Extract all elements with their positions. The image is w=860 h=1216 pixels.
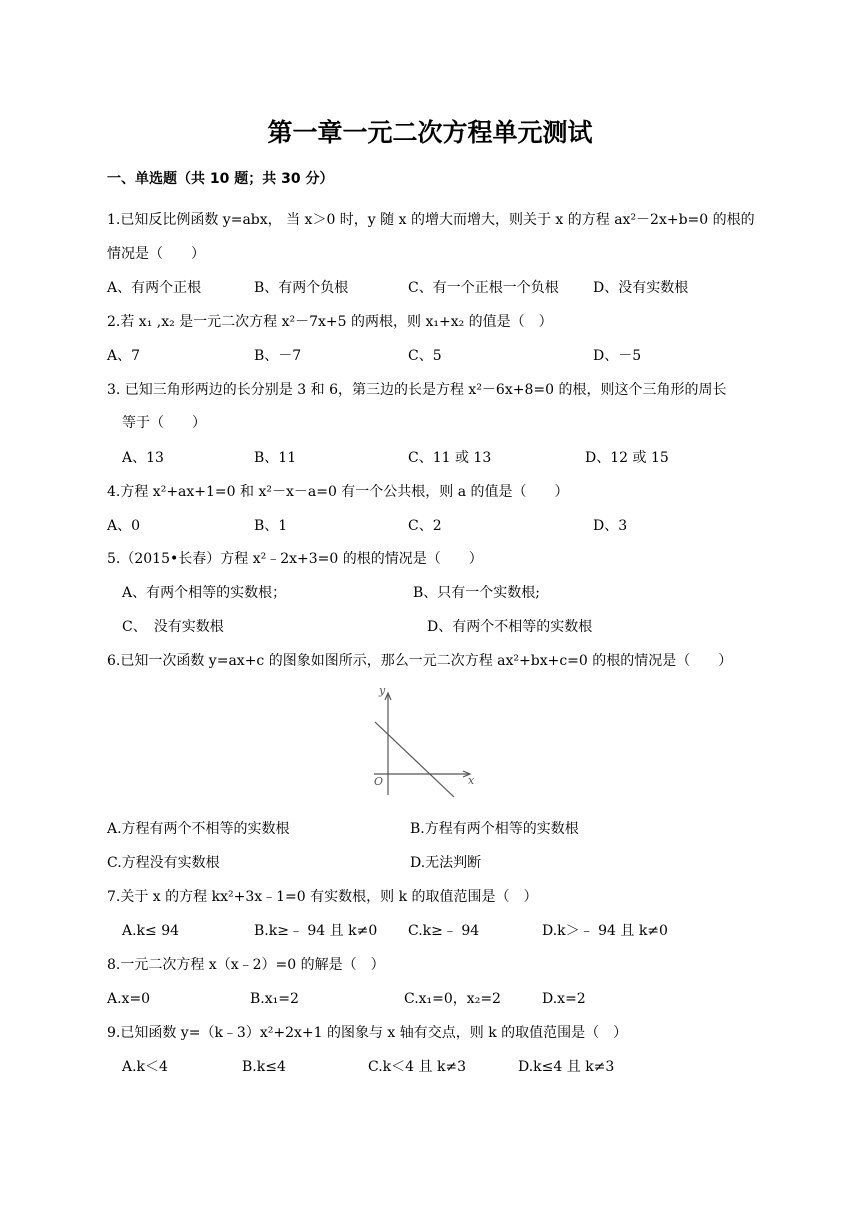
function-line <box>375 722 454 797</box>
question-2-stem: 2.若 x₁ ,x₂ 是一元二次方程 x²－7x+5 的两根，则 x₁+x₂ 的值是（ ） <box>107 314 553 330</box>
question-5-option-d: D、有两个不相等的实数根 <box>427 619 593 635</box>
question-4-option-a: A、0 <box>107 518 141 534</box>
question-4-stem: 4.方程 x²+ax+1=0 和 x²－x－a=0 有一个公共根，则 a 的值是（ ） <box>107 484 569 500</box>
page-title: 第一章一元二次方程单元测试 <box>267 118 593 147</box>
question-4-option-b: B、1 <box>254 518 288 534</box>
y-axis-label: y <box>379 685 386 697</box>
section-heading: 一、单选题（共 10 题；共 30 分） <box>107 171 334 187</box>
question-2-option-c: C、5 <box>408 348 442 364</box>
question-1-option-d: D、没有实数根 <box>593 280 689 296</box>
question-6-stem: 6.已知一次函数 y=ax+c 的图象如图所示，那么一元二次方程 ax²+bx+c=0 的根的情况是（ ） <box>107 653 733 669</box>
linear-function-graph <box>360 685 480 800</box>
question-7-stem: 7.关于 x 的方程 kx²+3x﹣1=0 有实数根，则 k 的取值范围是（ ） <box>107 889 538 905</box>
question-4-option-c: C、2 <box>408 518 442 534</box>
question-1-option-a: A、有两个正根 <box>107 280 202 296</box>
question-6-option-b: B.方程有两个相等的实数根 <box>410 821 579 837</box>
question-8-option-d: D.x=2 <box>542 991 586 1007</box>
question-1-option-c: C、有一个正根一个负根 <box>408 280 559 296</box>
question-2-option-b: B、－7 <box>254 348 302 364</box>
question-9-option-d: D.k≤4 且 k≠3 <box>518 1059 615 1075</box>
x-axis-label: x <box>468 774 475 787</box>
question-1-stem-line-2: 情况是（ ） <box>107 246 205 262</box>
question-9-option-b: B.k≤4 <box>242 1059 286 1075</box>
question-2-option-d: D、－5 <box>593 348 642 364</box>
question-3-option-d: D、12 或 15 <box>585 450 669 466</box>
question-7-option-b: B.k≥﹣ 94 且 k≠0 <box>254 923 378 939</box>
question-9-option-a: A.k＜4 <box>122 1059 168 1075</box>
question-6-option-d: D.无法判断 <box>410 855 482 871</box>
question-3-option-c: C、11 或 13 <box>408 450 492 466</box>
question-1-option-b: B、有两个负根 <box>254 280 349 296</box>
question-4-option-d: D、3 <box>593 518 628 534</box>
question-3-stem-line-2: 等于（ ） <box>122 415 206 431</box>
question-5-stem: 5.（2015•长春）方程 x²﹣2x+3=0 的根的情况是（ ） <box>107 551 483 567</box>
question-1-stem-line-1: 1.已知反比例函数 y=abx， 当 x＞0 时，y 随 x 的增大而增大，则关于 x 的方程 ax²－2x+b=0 的根的 <box>107 212 755 228</box>
question-8-stem: 8.一元二次方程 x（x﹣2）=0 的解是（ ） <box>107 957 385 973</box>
question-9-option-c: C.k＜4 且 k≠3 <box>368 1059 467 1075</box>
question-3-option-a: A、13 <box>122 450 164 466</box>
question-7-option-d: D.k＞﹣ 94 且 k≠0 <box>542 923 668 939</box>
question-9-stem: 9.已知函数 y=（k﹣3）x²+2x+1 的图象与 x 轴有交点，则 k 的取值范围是（ ） <box>107 1025 628 1041</box>
question-8-option-b: B.x₁=2 <box>250 991 299 1007</box>
question-6-option-a: A.方程有两个不相等的实数根 <box>107 821 290 837</box>
question-7-option-a: A.k≤ 94 <box>122 923 180 939</box>
question-3-option-b: B、11 <box>254 450 297 466</box>
question-5-option-c: C、 没有实数根 <box>122 619 224 635</box>
origin-label: O <box>374 775 384 788</box>
question-6-option-c: C.方程没有实数根 <box>107 855 220 871</box>
question-8-option-a: A.x=0 <box>107 991 151 1007</box>
question-5-option-a: A、有两个相等的实数根； <box>122 585 287 601</box>
question-8-option-c: C.x₁=0，x₂=2 <box>404 991 501 1007</box>
question-7-option-c: C.k≥﹣ 94 <box>408 923 480 939</box>
question-5-option-b: B、只有一个实数根; <box>413 585 541 601</box>
question-2-option-a: A、7 <box>107 348 141 364</box>
question-3-stem-line-1: 3. 已知三角形两边的长分别是 3 和 6，第三边的长是方程 x²－6x+8=0 的根，则这个三角形的周长 <box>107 382 727 398</box>
